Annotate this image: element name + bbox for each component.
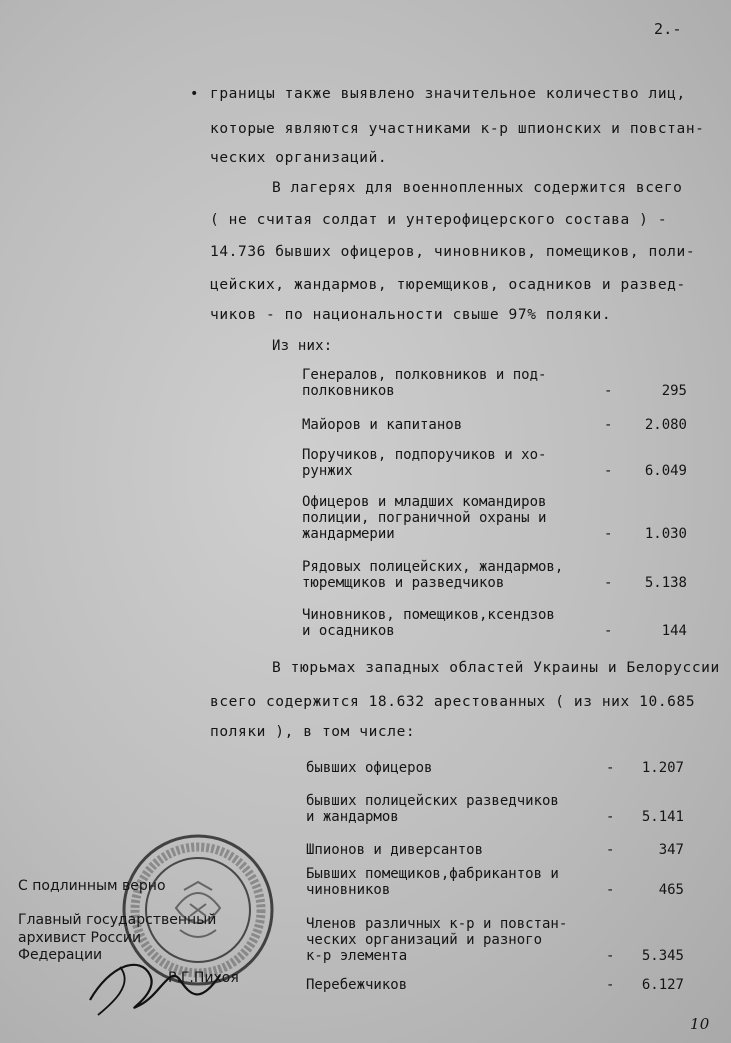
prison-item-label: бывших полицейских разведчиков и жандармов [306, 793, 559, 825]
camp-item [302, 494, 687, 542]
prison-item [306, 866, 684, 898]
camp-item-dash: - [604, 526, 613, 542]
camp-item [302, 607, 687, 639]
camp-item-value: 2.080 [644, 417, 687, 433]
prison-item-value: 6.127 [641, 977, 684, 993]
camp-item [302, 417, 687, 433]
page-number: 2.- [654, 20, 682, 38]
corner-mark: 10 [690, 1015, 710, 1033]
camp-item-value: 5.138 [644, 575, 687, 591]
prison-item-label: Бывших помещиков,фабрикантов и чиновников [306, 866, 559, 898]
camp-item-dash: - [604, 417, 613, 433]
camp-item-label: Майоров и капитанов [302, 417, 463, 433]
camp-item-value: 144 [661, 623, 687, 639]
camp-item-label: Офицеров и младших командиров полиции, пограничной охраны и жандармерии [302, 494, 547, 542]
prison-item [306, 842, 684, 858]
prison-item-label: Шпионов и диверсантов [306, 842, 484, 858]
paragraph2-line: чиков - по национальности свыше 97% поляки. [210, 307, 612, 323]
camp-item [302, 559, 687, 591]
camp-item-dash: - [604, 463, 613, 479]
prison-item-dash: - [606, 977, 615, 993]
prison-item [306, 916, 684, 964]
paragraph3-line: поляки ), в том числе: [210, 724, 416, 740]
paragraph3-line: В тюрьмах западных областей Украины и Белоруссии [272, 660, 720, 676]
prison-item-value: 5.141 [641, 809, 684, 825]
paragraph1-line: ческих организаций. [210, 150, 388, 166]
prison-item-dash: - [606, 842, 615, 858]
certification-line: архивист России [18, 930, 142, 946]
paragraph2-line: 14.736 бывших офицеров, чиновников, помещиков, поли- [210, 244, 696, 260]
camp-item-dash: - [604, 383, 613, 399]
prison-item [306, 793, 684, 825]
paragraph1-line: которые являются участниками к-р шпионских и повстан- [210, 121, 705, 137]
prison-item-value: 347 [658, 842, 684, 858]
prison-item-dash: - [606, 809, 615, 825]
prison-item-dash: - [606, 882, 615, 898]
camp-item-label: Чиновников, помещиков,ксендзов и осадников [302, 607, 555, 639]
prison-item [306, 977, 684, 993]
paragraph2-line: цейских, жандармов, тюремщиков, осадников и развед- [210, 277, 686, 293]
paragraph2-line: В лагерях для военнопленных содержится всего [272, 180, 683, 196]
paragraph3-line: всего содержится 18.632 арестованных ( из них 10.685 [210, 694, 696, 710]
prison-item-value: 465 [658, 882, 684, 898]
camp-item-label: Генералов, полковников и под- полковников [302, 367, 547, 399]
camp-item-value: 1.030 [644, 526, 687, 542]
handwritten-signature [80, 945, 230, 1025]
prison-item-value: 1.207 [641, 760, 684, 776]
of-them-heading: Из них: [272, 338, 333, 354]
prison-item-value: 5.345 [641, 948, 684, 964]
paragraph1-line: границы также выявлено значительное количество лиц, [210, 86, 686, 102]
camp-item-dash: - [604, 623, 613, 639]
camp-item [302, 367, 687, 399]
prison-item-label: Перебежчиков [306, 977, 408, 993]
camp-item [302, 447, 687, 479]
paragraph2-line: ( не считая солдат и унтерофицерского состава ) - [210, 212, 668, 228]
prison-item-dash: - [606, 948, 615, 964]
certification-line: Федерации [18, 947, 103, 963]
certification-line: С подлинным верно [18, 878, 166, 894]
camp-item-value: 6.049 [644, 463, 687, 479]
camp-item-label: Рядовых полицейских, жандармов, тюремщиков и разведчиков [302, 559, 564, 591]
camp-item-value: 295 [661, 383, 687, 399]
camp-item-dash: - [604, 575, 613, 591]
prison-item-label: бывших офицеров [306, 760, 433, 776]
prison-item [306, 760, 684, 776]
certification-line: Главный государственный [18, 912, 217, 928]
prison-item-dash: - [606, 760, 615, 776]
camp-item-label: Поручиков, подпоручиков и хо- рунжих [302, 447, 547, 479]
prison-item-label: Членов различных к-р и повстан- ческих организаций и разного к-р элемента [306, 916, 568, 964]
bullet-mark: • [190, 86, 199, 102]
archivist-name: Р.Г.Пихоя [168, 970, 239, 986]
